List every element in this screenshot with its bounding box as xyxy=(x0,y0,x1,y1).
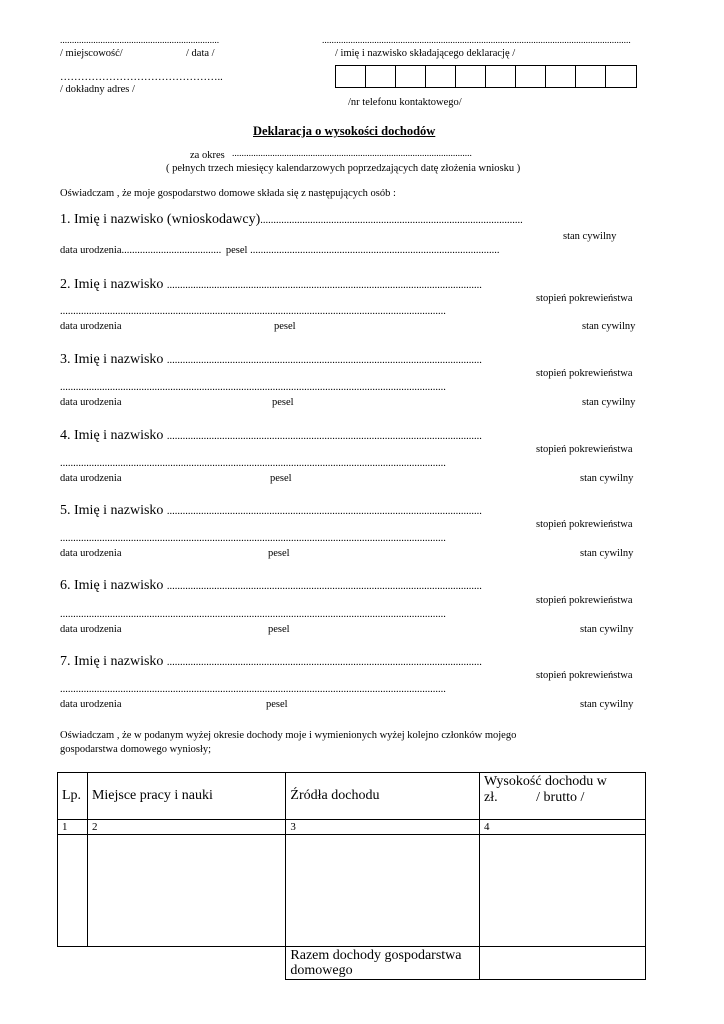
header-workplace: Miejsce pracy i nauki xyxy=(87,773,285,820)
applicant-pesel-dots[interactable]: ............................................................................................... xyxy=(250,245,500,256)
person-5-status-label: stan cywilny xyxy=(580,548,634,559)
person-6-name-dots[interactable]: ........................................................................................................................ xyxy=(166,581,482,592)
applicant-birth-label: data urodzenia xyxy=(60,245,122,256)
person-2-pesel-label: pesel xyxy=(274,321,296,332)
col-number-4: 4 xyxy=(480,820,646,835)
person-5-name-label: 5. Imię i nazwisko xyxy=(60,503,164,518)
person-3-relation-label: stopień pokrewieństwa xyxy=(536,368,633,379)
applicant-status-label: stan cywilny xyxy=(563,231,617,242)
address-dots[interactable]: ……………………………………….. xyxy=(60,72,223,83)
phone-label: /nr telefonu kontaktowego/ xyxy=(348,97,462,108)
person-3-name-dots[interactable]: ........................................................................................................................ xyxy=(166,355,482,366)
address-label: / dokładny adres / xyxy=(60,84,135,95)
person-7-pesel-label: pesel xyxy=(266,699,288,710)
person-4-relation-label: stopień pokrewieństwa xyxy=(536,444,633,455)
date-label: / data / xyxy=(186,48,215,59)
table-total-row xyxy=(58,947,646,980)
total-amount-cell[interactable] xyxy=(480,947,646,980)
header-income-amount-line2: zł. / brutto / xyxy=(484,790,585,805)
income-source-cell[interactable] xyxy=(286,835,480,947)
period-label: za okres xyxy=(190,150,225,161)
person-2-name-label: 2. Imię i nazwisko xyxy=(60,277,164,292)
phone-digit-box[interactable] xyxy=(546,66,576,87)
header-income-source: Źródła dochodu xyxy=(286,773,480,820)
household-intro: Oświadczam , że moje gospodarstwo domowe składa się z następujących osób : xyxy=(60,188,396,199)
header-income-amount-line1: Wysokość dochodu w xyxy=(484,774,607,789)
person-7-name-label: 7. Imię i nazwisko xyxy=(60,654,164,669)
person-5-relation-label: stopień pokrewieństwa xyxy=(536,519,633,530)
header-income-amount xyxy=(480,773,646,820)
person-6-pesel-label: pesel xyxy=(268,624,290,635)
total-label-line1: Razem dochody gospodarstwa xyxy=(290,948,462,963)
person-6-details-dots[interactable]: ................................................................................................................................................... xyxy=(60,609,446,620)
empty-cell xyxy=(87,947,285,980)
col-number-2: 2 xyxy=(87,820,285,835)
person-4-status-label: stan cywilny xyxy=(580,473,634,484)
applicant-name-dots[interactable]: .................................................................................................... xyxy=(260,215,523,226)
table-row[interactable] xyxy=(58,835,646,947)
person-3-pesel-label: pesel xyxy=(272,397,294,408)
phone-number-boxes[interactable] xyxy=(335,65,637,88)
header-lp: Lp. xyxy=(58,773,88,820)
person-5-name-dots[interactable]: ........................................................................................................................ xyxy=(166,506,482,517)
person-6-name-label: 6. Imię i nazwisko xyxy=(60,578,164,593)
person-3-name-label: 3. Imię i nazwisko xyxy=(60,352,164,367)
person-7-details-dots[interactable]: ................................................................................................................................................... xyxy=(60,684,446,695)
person-4-pesel-label: pesel xyxy=(270,473,292,484)
phone-digit-box[interactable] xyxy=(366,66,396,87)
col-number-3: 3 xyxy=(286,820,480,835)
phone-digit-box[interactable] xyxy=(486,66,516,87)
person-3-details-dots[interactable]: ................................................................................................................................................... xyxy=(60,382,446,393)
person-5-details-dots[interactable]: ................................................................................................................................................... xyxy=(60,533,446,544)
table-number-row xyxy=(58,820,646,835)
total-label-cell xyxy=(286,947,480,980)
person-7-birth-label: data urodzenia xyxy=(60,699,122,710)
page-title: Deklaracja o wysokości dochodów xyxy=(253,124,436,138)
phone-digit-box[interactable] xyxy=(336,66,366,87)
applicant-pesel-label: pesel xyxy=(225,245,248,256)
person-7-status-label: stan cywilny xyxy=(580,699,634,710)
empty-cell xyxy=(58,947,88,980)
phone-digit-box[interactable] xyxy=(576,66,606,87)
phone-digit-box[interactable] xyxy=(456,66,486,87)
person-6-relation-label: stopień pokrewieństwa xyxy=(536,595,633,606)
phone-digit-box[interactable] xyxy=(396,66,426,87)
phone-digit-box[interactable] xyxy=(426,66,456,87)
applicant-name-label: 1. Imię i nazwisko (wnioskodawcy) xyxy=(60,212,261,227)
col-number-1: 1 xyxy=(58,820,88,835)
income-statement-line2: gospodarstwa domowego wyniosły; xyxy=(60,744,212,755)
period-note: ( pełnych trzech miesięcy kalendarzowych poprzedzających datę złożenia wniosku ) xyxy=(166,163,521,174)
name-label: / imię i nazwisko składającego deklarację / xyxy=(335,48,516,59)
person-6-birth-label: data urodzenia xyxy=(60,624,122,635)
place-label: / miejscowość/ xyxy=(60,48,123,59)
person-6-status-label: stan cywilny xyxy=(580,624,634,635)
phone-digit-box[interactable] xyxy=(516,66,546,87)
income-statement-line1: Oświadczam , że w podanym wyżej okresie dochody moje i wymienionych wyżej kolejno członków mojego xyxy=(60,730,517,741)
place-date-dots[interactable]: ................................................................... xyxy=(60,36,220,46)
person-7-relation-label: stopień pokrewieństwa xyxy=(536,670,633,681)
person-5-birth-label: data urodzenia xyxy=(60,548,122,559)
person-3-birth-label: data urodzenia xyxy=(60,397,122,408)
person-2-details-dots[interactable]: ................................................................................................................................................... xyxy=(60,306,446,317)
table-header-row xyxy=(58,773,646,820)
income-table xyxy=(57,772,646,980)
person-2-name-dots[interactable]: ........................................................................................................................ xyxy=(166,280,482,291)
person-2-status-label: stan cywilny xyxy=(582,321,636,332)
applicant-birth-dots[interactable]: ...................................... xyxy=(121,245,222,256)
person-5-pesel-label: pesel xyxy=(268,548,290,559)
person-4-birth-label: data urodzenia xyxy=(60,473,122,484)
person-2-relation-label: stopień pokrewieństwa xyxy=(536,293,633,304)
period-dots[interactable]: ..................................................................................................... xyxy=(232,149,472,159)
phone-digit-box[interactable] xyxy=(606,66,636,87)
person-4-name-dots[interactable]: ........................................................................................................................ xyxy=(166,431,482,442)
person-4-name-label: 4. Imię i nazwisko xyxy=(60,428,164,443)
income-amount-cell[interactable] xyxy=(480,835,646,947)
name-dots[interactable]: .................................................................................................................................. xyxy=(322,36,631,46)
person-4-details-dots[interactable]: ................................................................................................................................................... xyxy=(60,458,446,469)
person-3-status-label: stan cywilny xyxy=(582,397,636,408)
workplace-cell[interactable] xyxy=(87,835,285,947)
person-7-name-dots[interactable]: ........................................................................................................................ xyxy=(166,657,482,668)
lp-cell[interactable] xyxy=(58,835,88,947)
person-2-birth-label: data urodzenia xyxy=(60,321,122,332)
total-label-line2: domowego xyxy=(290,963,353,978)
